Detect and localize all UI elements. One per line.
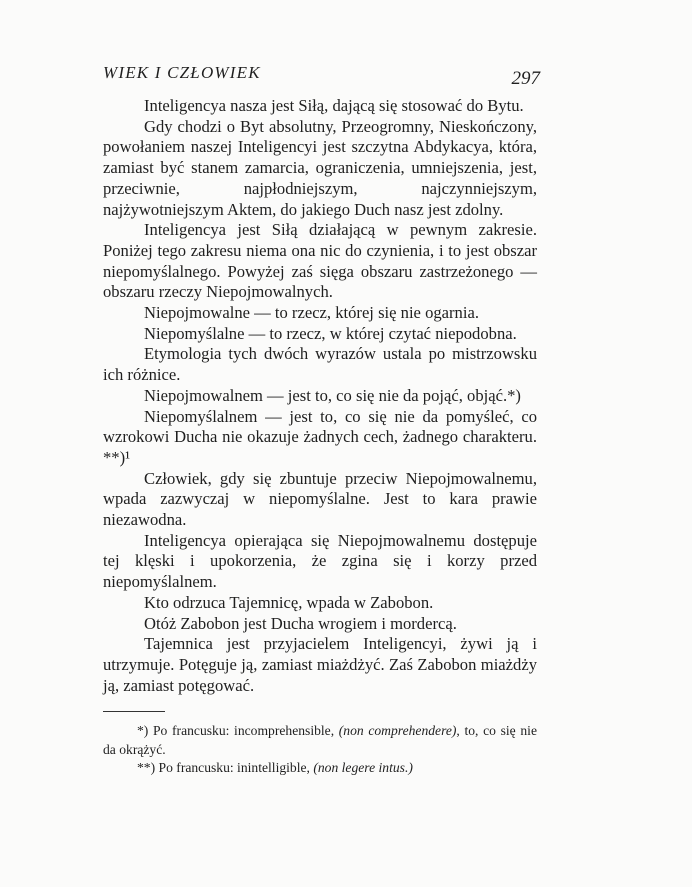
paragraph: Niepomyślalnem — jest to, co się nie da pomyśleć, co wzrokowi Ducha nie okazuje żadnych cech, żadnego charakteru. **)¹ bbox=[103, 406, 537, 467]
paragraph: Niepomyślalne — to rzecz, w której czytać niepodobna. bbox=[144, 323, 517, 343]
footnote bbox=[103, 722, 537, 759]
page-number: 297 bbox=[511, 68, 540, 89]
footnote-text: Po francusku: incomprehensible, bbox=[153, 723, 339, 738]
paragraph: Inteligencya opierająca się Niepojmowalnemu dostępuje tej klęski i upokorzenia, że zgina się i korzy przed niepomyślalnem. bbox=[103, 530, 537, 592]
paragraph: Inteligencya nasza jest Siłą, dającą się stosować do Bytu. bbox=[144, 96, 524, 115]
paragraph: Inteligencya jest Siłą działającą w pewnym zakresie. Poniżej tego zakresu niema ona nic do czynienia, i to jest obszar niepomyślalnego. Powyżej zaś sięga obszaru zastrzeżonego — obszaru rzeczy Niepojmowalnych. bbox=[103, 220, 537, 302]
body-text bbox=[103, 96, 537, 696]
footnote-marker: **) bbox=[137, 760, 156, 775]
footnote-text: Po francusku: inintelligible, bbox=[158, 760, 314, 775]
running-head: WIEK I CZŁOWIEK bbox=[103, 63, 261, 82]
paragraph: Niepojmowalnem — jest to, co się nie da pojąć, objąć.*) bbox=[144, 385, 521, 405]
paragraph: Gdy chodzi o Byt absolutny, Przeogromny, Nieskończony, powołaniem naszej Inteligencyi jest szczytna Abdykacya, która, zamiast być stanem zamarcia, ograniczenia, umniejszenia, jest, przeciwnie, najpłodniejszym, najczynniejszym, najżywotniejszym Aktem, do jakiego Duch nasz jest zdolny. bbox=[103, 116, 537, 219]
footnote-latin: (non legere intus.) bbox=[313, 760, 413, 775]
paragraph: Otóż Zabobon jest Ducha wrogiem i mordercą. bbox=[144, 613, 457, 633]
paragraph: Tajemnica jest przyjacielem Inteligencyi, żywi ją i utrzymuje. Potęguje ją, zamiast miażdżyć. Zaś Zabobon miażdży ją, zamiast potęgować. bbox=[103, 634, 537, 695]
footnote-latin: (non comprehendere) bbox=[338, 723, 457, 738]
footnote-divider bbox=[103, 711, 165, 712]
paragraph: Niepojmowalne — to rzecz, której się nie ogarnia. bbox=[144, 303, 479, 323]
footnote-marker: *) bbox=[137, 723, 149, 738]
paragraph: Kto odrzuca Tajemnicę, wpada w Zabobon. bbox=[144, 592, 434, 612]
footnote-text-end: , to, co się nie da okrążyć. bbox=[103, 723, 537, 757]
paragraph: Etymologia tych dwóch wyrazów ustala po mistrzowsku ich różnice. bbox=[103, 344, 537, 385]
paragraph: Człowiek, gdy się zbuntuje przeciw Niepojmowalnemu, wpada zazwyczaj w niepomyślalne. Jest to kara prawie niezawodna. bbox=[103, 468, 537, 530]
footnote bbox=[103, 759, 537, 778]
footnotes bbox=[103, 722, 537, 778]
